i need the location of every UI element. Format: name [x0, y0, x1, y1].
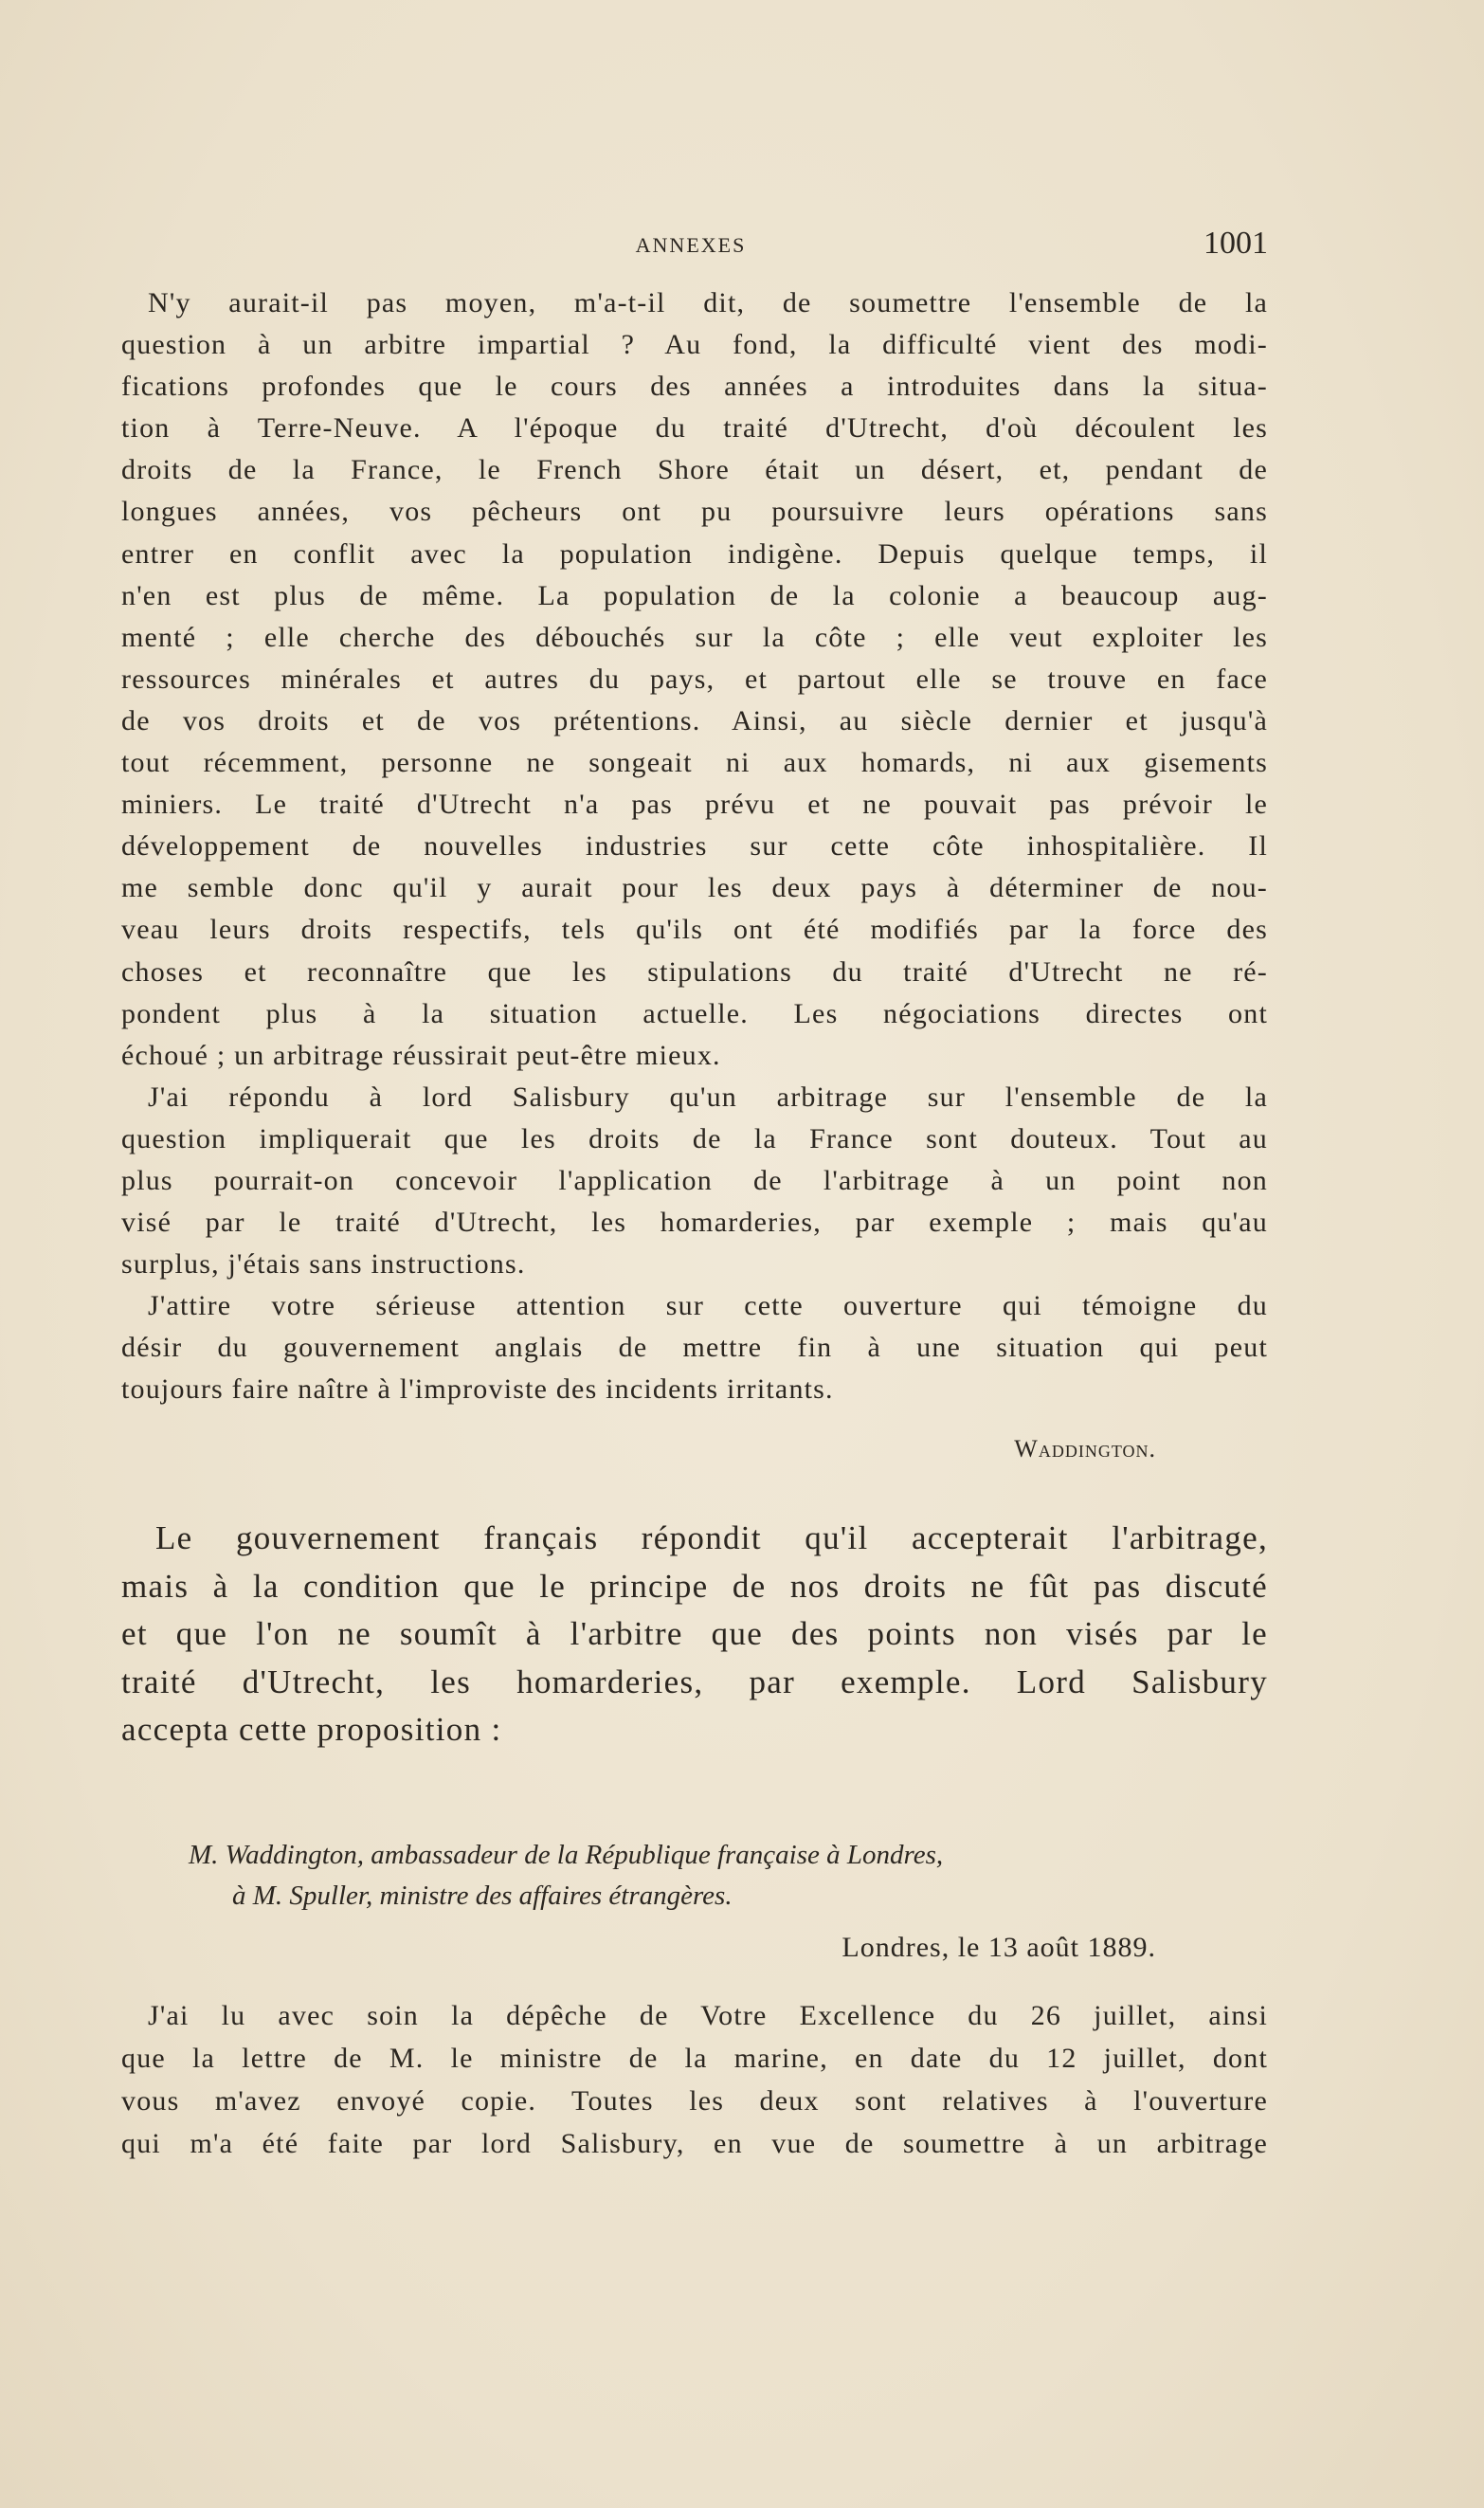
text-line: de vos droits et de vos prétentions. Ainsi, au siècle dernier et jusqu'à	[121, 704, 1268, 736]
letter-heading-recipient: à M. Spuller, ministre des affaires étrangères.	[232, 1881, 733, 1911]
text-line: tion à Terre-Neuve. A l'époque du traité d'Utrecht, d'où découlent les	[121, 412, 1268, 445]
text-line: J'ai lu avec soin la dépêche de Votre Excellence du 26 juillet, ainsi	[148, 2000, 1268, 2031]
text-line: fications profondes que le cours des années a introduites dans la situa-	[121, 371, 1268, 403]
text-line: mais à la condition que le principe de nos droits ne fût pas discuté	[121, 1567, 1268, 1605]
text-line: visé par le traité d'Utrecht, les homarderies, par exemple ; mais qu'au	[121, 1207, 1268, 1239]
signature: Waddington.	[1014, 1435, 1156, 1463]
narrative-paragraph	[121, 1515, 1268, 1754]
text-line: veau leurs droits respectifs, tels qu'ils ont été modifiés par la force des	[121, 914, 1268, 946]
text-line: échoué ; un arbitrage réussirait peut-être mieux.	[121, 1039, 721, 1071]
text-line: question impliquerait que les droits de la France sont douteux. Tout au	[121, 1122, 1268, 1154]
letter-date: Londres, le 13 août 1889.	[842, 1932, 1156, 1963]
text-line: plus pourrait-on concevoir l'application de l'arbitrage à un point non	[121, 1164, 1268, 1196]
letter-body	[121, 1994, 1268, 2165]
text-line: qui m'a été faite par lord Salisbury, en vue de soumettre à un arbitrage	[121, 2128, 1268, 2159]
text-line: ressources minérales et autres du pays, et partout elle se trouve en face	[121, 663, 1268, 695]
text-line: pondent plus à la situation actuelle. Les négociations directes ont	[121, 997, 1268, 1029]
text-line: tout récemment, personne ne songeait ni aux homards, ni aux gisements	[121, 747, 1268, 779]
text-line: développement de nouvelles industries sur cette côte inhospitalière. Il	[121, 830, 1268, 863]
text-line: vous m'avez envoyé copie. Toutes les deux sont relatives à l'ouverture	[121, 2085, 1268, 2117]
text-line: me semble donc qu'il y aurait pour les deux pays à déterminer de nou-	[121, 872, 1268, 904]
running-header: ANNEXES	[635, 233, 747, 257]
text-line: miniers. Le traité d'Utrecht n'a pas prévu et ne pouvait pas prévoir le	[121, 789, 1268, 821]
text-line: J'attire votre sérieuse attention sur cette ouverture qui témoigne du	[148, 1290, 1268, 1322]
letter-heading-sender: M. Waddington, ambassadeur de la République française à Londres,	[189, 1840, 944, 1870]
page-number: 1001	[1203, 226, 1268, 261]
text-line: n'en est plus de même. La population de la colonie a beaucoup aug-	[121, 579, 1268, 611]
letter-heading	[189, 1835, 943, 1917]
text-line: J'ai répondu à lord Salisbury qu'un arbitrage sur l'ensemble de la	[148, 1081, 1268, 1113]
text-line: entrer en conflit avec la population indigène. Depuis quelque temps, il	[121, 537, 1268, 570]
text-line: que la lettre de M. le ministre de la marine, en date du 12 juillet, dont	[121, 2043, 1268, 2074]
text-line: et que l'on ne soumît à l'arbitre que des points non visés par le	[121, 1615, 1268, 1653]
text-line: Le gouvernement français répondit qu'il accepterait l'arbitrage,	[155, 1519, 1268, 1556]
text-line: question à un arbitre impartial ? Au fond, la difficulté vient des modi-	[121, 329, 1268, 361]
text-line: surplus, j'étais sans instructions.	[121, 1248, 526, 1281]
text-line: traité d'Utrecht, les homarderies, par exemple. Lord Salisbury	[121, 1663, 1268, 1700]
text-line: désir du gouvernement anglais de mettre fin à une situation qui peut	[121, 1332, 1268, 1364]
text-line: accepta cette proposition :	[121, 1711, 502, 1749]
text-line: N'y aurait-il pas moyen, m'a-t-il dit, de soumettre l'ensemble de la	[148, 287, 1268, 318]
text-line: toujours faire naître à l'improviste des incidents irritants.	[121, 1373, 834, 1406]
text-line: menté ; elle cherche des débouchés sur la côte ; elle veut exploiter les	[121, 621, 1268, 653]
text-line: droits de la France, le French Shore était un désert, et, pendant de	[121, 454, 1268, 486]
letter-body	[121, 282, 1268, 1411]
text-line: longues années, vos pêcheurs ont pu poursuivre leurs opérations sans	[121, 496, 1268, 528]
text-line: choses et reconnaître que les stipulations du traité d'Utrecht ne ré-	[121, 955, 1268, 988]
